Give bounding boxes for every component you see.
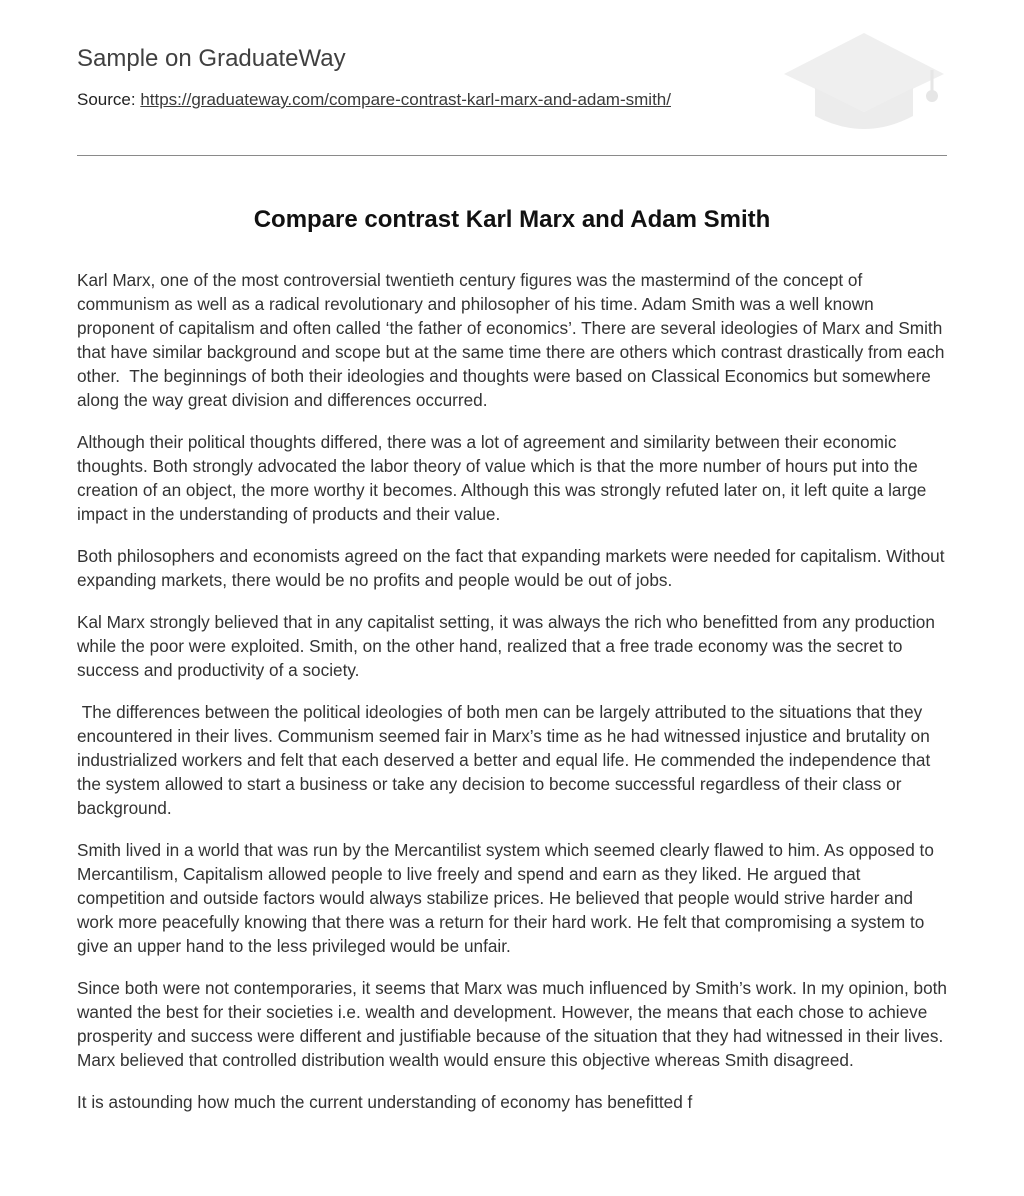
article-paragraph: Although their political thoughts differed, there was a lot of agreement and similarity between their economic thoughts. Both strongly advocated the labor theory of value which is that the more number of hours put into the creation of an object, the more worthy it becomes. Although this was strongly refuted later on, it left quite a large impact in the understanding of products and their value.: [77, 432, 932, 524]
article-paragraph: Kal Marx strongly believed that in any capitalist setting, it was always the rich who benefitted from any production while the poor were exploited. Smith, on the other hand, realized that a free trade economy was the secret to success and productivity of a society.: [77, 612, 940, 680]
article-paragraph: Since both were not contemporaries, it seems that Marx was much influenced by Smith’s work. In my opinion, both wanted the best for their societies i.e. wealth and development. However, the means that each chose to achieve prosperity and success were different and justifiable because of the situation that they had witnessed in their lives. Marx believed that controlled distribution wealth would ensure this objective whereas Smith disagreed.: [77, 978, 952, 1070]
article-title: Compare contrast Karl Marx and Adam Smith: [253, 206, 771, 233]
page-header: [77, 0, 947, 156]
header-divider: [77, 155, 947, 156]
article-body: [77, 268, 952, 1132]
article-paragraph: The differences between the political ideologies of both men can be largely attributed to the situations that they encountered in their lives. Communism seemed fair in Marx’s time as he had witnessed injustice and brutality on industrialized workers and felt that each deserved a better and equal life. He commended the independence that the system allowed to start a business or take any decision to become successful regardless of their class or background.: [77, 702, 936, 818]
source-line: [77, 89, 671, 111]
graduation-cap-icon: [781, 30, 947, 132]
site-name: Sample on GraduateWay: [77, 45, 346, 72]
source-url-link[interactable]: https://graduateway.com/compare-contrast-karl-marx-and-adam-smith/: [140, 90, 671, 109]
article-paragraph: Smith lived in a world that was run by the Mercantilist system which seemed clearly flawed to him. As opposed to Mercantilism, Capitalism allowed people to live freely and spend and earn as they liked. He argued that competition and outside factors would always stabilize prices. He believed that people would strive harder and work more peacefully knowing that there was a return for their hard work. He felt that compromising a system to give an upper hand to the less privileged would be unfair.: [77, 840, 939, 956]
article-paragraph: Karl Marx, one of the most controversial twentieth century figures was the mastermind of the concept of communism as well as a radical revolutionary and philosopher of his time. Adam Smith was a well known proponent of capitalism and often called ‘the father of economics’. There are several ideologies of Marx and Smith that have similar background and scope but at the same time there are others which contrast drastically from each other. The beginnings of both their ideologies and thoughts were based on Classical Economics but somewhere along the way great division and differences occurred.: [77, 270, 950, 410]
article-paragraph: It is astounding how much the current understanding of economy has benefitted f: [77, 1092, 693, 1112]
article-paragraph: Both philosophers and economists agreed on the fact that expanding markets were needed for capitalism. Without expanding markets, there would be no profits and people would be out of jobs.: [77, 546, 950, 590]
source-label: Source:: [77, 90, 136, 109]
